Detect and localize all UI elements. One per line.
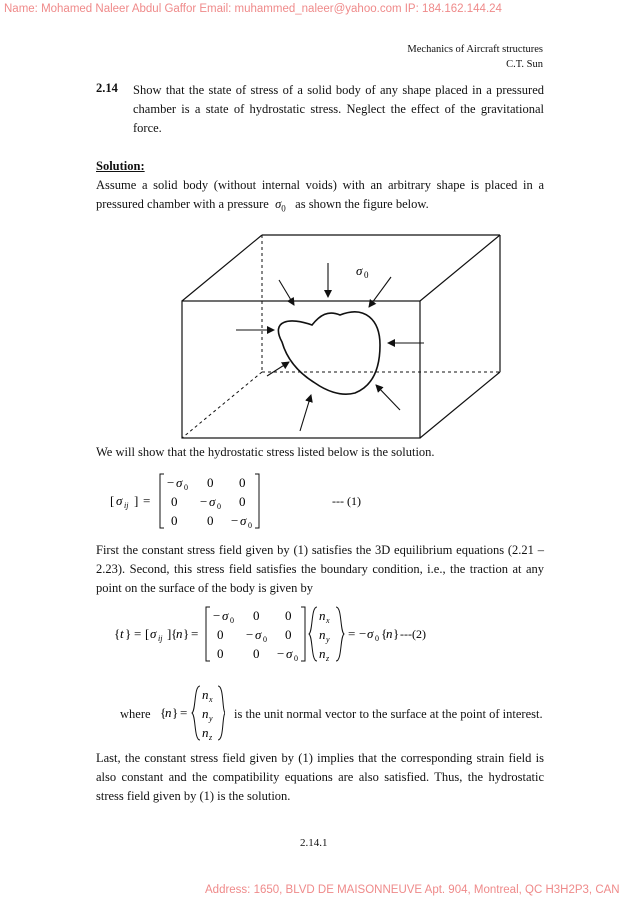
chamber-hidden-edges: [182, 235, 500, 438]
svg-text:−: −: [167, 475, 175, 490]
svg-text:0: 0: [217, 627, 224, 642]
eq1-lbracket: [: [110, 493, 115, 508]
svg-text:−: −: [246, 627, 254, 642]
svg-text:σ: σ: [255, 627, 262, 642]
page-number: 2.14.1: [300, 837, 328, 849]
svg-text:−: −: [213, 608, 221, 623]
svg-text:=: =: [348, 626, 356, 641]
sigma-subscript: 0: [281, 203, 286, 214]
svg-text:σ: σ: [222, 608, 229, 623]
eq1-equals: =: [143, 493, 151, 508]
svg-text:0: 0: [217, 646, 224, 661]
svg-text:{: {: [114, 626, 121, 641]
svg-text:=: =: [134, 626, 142, 641]
eq2-label: ---(2): [400, 627, 426, 641]
svg-text:0: 0: [171, 494, 178, 509]
svg-text:n: n: [319, 608, 326, 623]
svg-text:0: 0: [171, 513, 178, 528]
svg-text:0: 0: [375, 634, 379, 643]
svg-text:0: 0: [263, 635, 267, 644]
where-word: where: [120, 707, 151, 721]
svg-text:0: 0: [239, 475, 246, 490]
svg-text:[: [: [145, 626, 150, 641]
svg-text:n: n: [165, 705, 172, 720]
where-description: is the unit normal vector to the surface at the point of interest.: [234, 707, 543, 721]
solution-intro-part2: as shown the figure below.: [295, 197, 429, 211]
figure-sigma-label: σ: [356, 263, 363, 278]
solution-intro: [96, 176, 544, 219]
pressure-chamber-figure: [170, 225, 510, 443]
eq1-sigma: σ: [116, 493, 123, 508]
svg-text:n: n: [386, 626, 393, 641]
svg-text:x: x: [326, 616, 330, 625]
svg-text:σ: σ: [150, 626, 157, 641]
svg-text:−: −: [277, 646, 285, 661]
svg-text:{: {: [160, 705, 167, 720]
svg-text:x: x: [209, 695, 213, 704]
problem-number: 2.14: [96, 81, 118, 95]
solution-intro-part1: Assume a solid body (without internal voids) with an arbitrary shape is placed in a pressured chamber with a pressure: [96, 178, 544, 211]
svg-text:0: 0: [285, 608, 292, 623]
svg-text:σ: σ: [367, 626, 374, 641]
svg-text:}: }: [172, 705, 179, 720]
svg-text:−: −: [359, 626, 367, 641]
header-author: C.T. Sun: [506, 59, 543, 70]
eq1-subscript: ij: [124, 501, 129, 510]
svg-text:−: −: [231, 513, 239, 528]
svg-text:n: n: [202, 725, 209, 740]
svg-text:n: n: [319, 627, 326, 642]
svg-text:ij: ij: [158, 634, 163, 643]
arrow-bottom-right: [376, 385, 400, 410]
arrow-top-right: [369, 277, 391, 307]
svg-text:0: 0: [184, 483, 188, 492]
svg-text:n: n: [202, 687, 209, 702]
svg-text:}: }: [125, 626, 132, 641]
svg-text:=: =: [180, 705, 188, 720]
header-book-title: Mechanics of Aircraft structures: [407, 44, 543, 55]
arrow-bottom-left: [267, 362, 289, 376]
svg-text:0: 0: [207, 475, 214, 490]
svg-text:σ: σ: [176, 475, 183, 490]
equation-1: [110, 470, 440, 535]
svg-text:}: }: [393, 626, 400, 641]
svg-text:n: n: [202, 706, 209, 721]
svg-text:0: 0: [294, 654, 298, 663]
svg-text:−: −: [200, 494, 208, 509]
solution-heading: Solution:: [96, 159, 145, 173]
conclusion-text: Last, the constant stress field given by (1) implies that the corresponding strain field is also constant and the compatibility equations are also satisfied. Thus, the hydrostatic stress field given by (1) is the solution.: [96, 751, 544, 803]
svg-text:n: n: [176, 626, 183, 641]
svg-text:n: n: [319, 646, 326, 661]
svg-text:σ: σ: [209, 494, 216, 509]
svg-text:σ: σ: [240, 513, 247, 528]
eq1-rbracket: ]: [134, 493, 139, 508]
equation-2: [114, 603, 444, 668]
sigma-symbol: σ: [275, 197, 282, 211]
svg-text:y: y: [209, 714, 213, 723]
chamber-visible-edges: [182, 235, 500, 438]
svg-text:0: 0: [207, 513, 214, 528]
svg-text:=: =: [191, 626, 199, 641]
svg-text:0: 0: [239, 494, 246, 509]
svg-text:{: {: [381, 626, 388, 641]
svg-text:0: 0: [217, 502, 221, 511]
watermark-top: Name: Mohamed Naleer Abdul Gaffor Email: muhammed_naleer@yahoo.com IP: 184.162.144.24: [4, 3, 502, 15]
eq1-label: --- (1): [332, 494, 361, 508]
svg-text:0: 0: [248, 521, 252, 530]
svg-text:}: }: [183, 626, 190, 641]
svg-text:σ: σ: [286, 646, 293, 661]
svg-text:]: ]: [167, 626, 172, 641]
svg-text:0: 0: [253, 646, 260, 661]
arrow-bottom: [300, 395, 311, 431]
svg-text:0: 0: [253, 608, 260, 623]
figure-sigma-subscript: 0: [364, 270, 369, 280]
solid-body-shape: [278, 312, 380, 394]
svg-text:{: {: [171, 626, 178, 641]
watermark-bottom: Address: 1650, BLVD DE MAISONNEUVE Apt. 904, Montreal, QC H3H2P3, CAN: [205, 884, 620, 896]
svg-text:t: t: [120, 626, 124, 641]
boundary-condition-text: First the constant stress field given by (1) satisfies the 3D equilibrium equations (2.21 – 2.23). Second, this stress field satisfies the boundary condition, i.e., the traction at any point on the surface of the body is given by: [96, 543, 544, 595]
svg-text:0: 0: [285, 627, 292, 642]
normal-vector-definition: [160, 682, 225, 747]
svg-text:y: y: [326, 635, 330, 644]
problem-statement: Show that the state of stress of a solid body of any shape placed in a pressured chamber is a state of hydrostatic stress. Neglect the effect of the gravitational force.: [133, 83, 544, 135]
pressure-arrows: [236, 263, 424, 431]
svg-text:0: 0: [230, 616, 234, 625]
svg-text:z: z: [326, 654, 330, 663]
hydrostatic-intro: We will show that the hydrostatic stress listed below is the solution.: [96, 445, 435, 459]
svg-text:z: z: [209, 733, 213, 742]
